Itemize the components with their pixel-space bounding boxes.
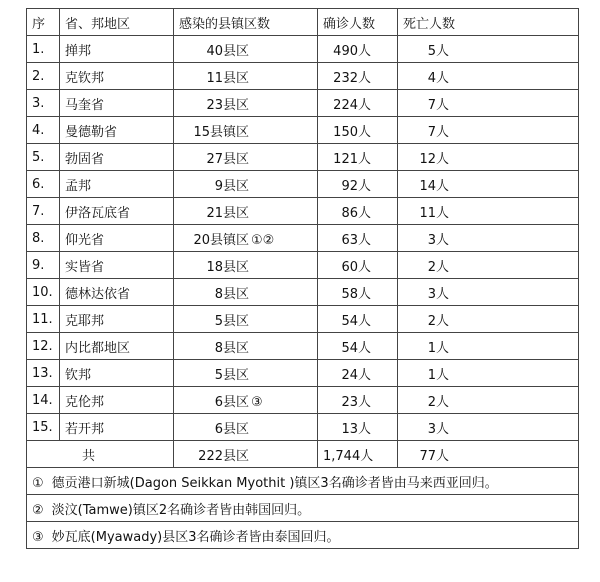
row-confirmed-cell <box>318 333 398 360</box>
note-row <box>27 522 579 549</box>
row-region: 实皆省 <box>60 252 174 279</box>
total-label: 共 <box>27 441 174 468</box>
row-counties: 9县区 <box>214 178 249 194</box>
row-region: 克耶邦 <box>60 306 174 333</box>
row-confirmed: 224人 <box>333 97 371 113</box>
header-row <box>27 9 579 36</box>
row-index: 1. <box>27 36 60 63</box>
row-confirmed: 150人 <box>333 124 371 140</box>
row-counties: 8县区 <box>214 340 249 356</box>
row-deaths: 2人 <box>427 313 449 329</box>
row-counties: 27县区 <box>206 151 249 167</box>
row-counties-cell <box>174 360 318 387</box>
row-index: 15. <box>27 414 60 441</box>
row-deaths: 7人 <box>427 97 449 113</box>
row-counties-cell <box>174 225 318 252</box>
row-deaths-cell <box>398 360 579 387</box>
total-row <box>27 441 579 468</box>
table-row <box>27 63 579 90</box>
row-region: 马奎省 <box>60 90 174 117</box>
row-deaths: 7人 <box>427 124 449 140</box>
row-deaths-cell <box>398 144 579 171</box>
note-2-text: 淡汶(Tamwe)镇区2名确诊者皆由韩国回归。 <box>51 502 311 518</box>
row-footnote-mark: ③ <box>251 394 263 410</box>
note-1-text: 德贡港口新城(Dagon Seikkan Myothit )镇区3名确诊者皆由马来西亚回归。 <box>51 475 498 491</box>
row-region: 钦邦 <box>60 360 174 387</box>
row-confirmed-cell <box>318 36 398 63</box>
table-row <box>27 333 579 360</box>
row-counties-cell <box>174 36 318 63</box>
row-confirmed-cell <box>318 63 398 90</box>
row-counties: 5县区 <box>214 367 249 383</box>
row-confirmed: 58人 <box>341 286 371 302</box>
row-region: 若开邦 <box>60 414 174 441</box>
row-counties-cell <box>174 90 318 117</box>
table-row <box>27 252 579 279</box>
row-region: 勃固省 <box>60 144 174 171</box>
table-row <box>27 90 579 117</box>
note-2-mark: ② <box>32 502 44 518</box>
covid-region-table <box>26 8 579 549</box>
row-index: 4. <box>27 117 60 144</box>
row-index: 6. <box>27 171 60 198</box>
row-index: 14. <box>27 387 60 414</box>
row-index: 13. <box>27 360 60 387</box>
row-counties-cell <box>174 171 318 198</box>
total-counties-cell <box>174 441 318 468</box>
row-counties: 21县区 <box>206 205 249 221</box>
row-deaths: 5人 <box>427 43 449 59</box>
row-index: 12. <box>27 333 60 360</box>
row-deaths-cell <box>398 306 579 333</box>
row-counties: 40县区 <box>206 43 249 59</box>
row-confirmed-cell <box>318 279 398 306</box>
row-region: 仰光省 <box>60 225 174 252</box>
row-counties-cell <box>174 333 318 360</box>
row-region: 孟邦 <box>60 171 174 198</box>
row-deaths: 3人 <box>427 286 449 302</box>
row-footnote-mark: ①② <box>251 232 275 248</box>
row-deaths-cell <box>398 63 579 90</box>
row-deaths: 2人 <box>427 259 449 275</box>
note-2 <box>27 495 579 522</box>
row-confirmed: 24人 <box>341 367 371 383</box>
row-region: 掸邦 <box>60 36 174 63</box>
row-confirmed: 54人 <box>341 313 371 329</box>
table-row <box>27 144 579 171</box>
row-confirmed-cell <box>318 90 398 117</box>
row-deaths-cell <box>398 225 579 252</box>
row-counties: 15县镇区 <box>193 124 249 140</box>
note-3-text: 妙瓦底(Myawady)县区3名确诊者皆由泰国回归。 <box>51 529 340 545</box>
note-row <box>27 495 579 522</box>
row-index: 8. <box>27 225 60 252</box>
row-index: 3. <box>27 90 60 117</box>
note-row <box>27 468 579 495</box>
total-deaths-cell <box>398 441 579 468</box>
row-deaths: 3人 <box>427 232 449 248</box>
row-region: 内比都地区 <box>60 333 174 360</box>
row-counties: 20县镇区 <box>193 232 249 248</box>
row-deaths-cell <box>398 414 579 441</box>
row-deaths-cell <box>398 333 579 360</box>
row-confirmed-cell <box>318 360 398 387</box>
row-counties: 6县区 <box>214 421 249 437</box>
note-1-mark: ① <box>32 475 44 491</box>
row-confirmed-cell <box>318 387 398 414</box>
row-confirmed-cell <box>318 252 398 279</box>
row-counties-cell <box>174 387 318 414</box>
row-counties: 6县区 <box>214 394 249 410</box>
row-index: 10. <box>27 279 60 306</box>
row-counties-cell <box>174 252 318 279</box>
row-deaths-cell <box>398 252 579 279</box>
row-region: 德林达依省 <box>60 279 174 306</box>
note-1 <box>27 468 579 495</box>
row-counties-cell <box>174 306 318 333</box>
row-deaths: 11人 <box>419 205 449 221</box>
row-index: 11. <box>27 306 60 333</box>
note-3 <box>27 522 579 549</box>
row-confirmed-cell <box>318 225 398 252</box>
table-row <box>27 36 579 63</box>
table-row <box>27 117 579 144</box>
table-row <box>27 387 579 414</box>
row-deaths: 12人 <box>419 151 449 167</box>
row-confirmed: 121人 <box>333 151 371 167</box>
row-deaths: 3人 <box>427 421 449 437</box>
row-region: 伊洛瓦底省 <box>60 198 174 225</box>
row-confirmed-cell <box>318 144 398 171</box>
row-deaths-cell <box>398 117 579 144</box>
row-deaths-cell <box>398 171 579 198</box>
note-3-mark: ③ <box>32 529 44 545</box>
row-index: 5. <box>27 144 60 171</box>
header-counties: 感染的县镇区数 <box>174 9 318 36</box>
row-confirmed: 54人 <box>341 340 371 356</box>
row-index: 7. <box>27 198 60 225</box>
table-row <box>27 225 579 252</box>
row-confirmed: 63人 <box>341 232 371 248</box>
table-body <box>27 36 579 441</box>
row-deaths-cell <box>398 90 579 117</box>
row-counties: 11县区 <box>206 70 249 86</box>
row-confirmed-cell <box>318 171 398 198</box>
row-confirmed-cell <box>318 198 398 225</box>
row-counties: 23县区 <box>206 97 249 113</box>
row-confirmed: 490人 <box>333 43 371 59</box>
table-row <box>27 414 579 441</box>
table-row <box>27 279 579 306</box>
row-counties: 18县区 <box>206 259 249 275</box>
total-confirmed: 1,744人 <box>323 448 374 464</box>
row-region: 克钦邦 <box>60 63 174 90</box>
total-confirmed-cell <box>318 441 398 468</box>
row-deaths-cell <box>398 279 579 306</box>
row-confirmed-cell <box>318 306 398 333</box>
header-deaths: 死亡人数 <box>398 9 579 36</box>
row-deaths-cell <box>398 198 579 225</box>
table-row <box>27 171 579 198</box>
total-counties: 222县区 <box>198 448 249 464</box>
row-counties-cell <box>174 414 318 441</box>
row-counties: 5县区 <box>214 313 249 329</box>
row-deaths: 1人 <box>427 340 449 356</box>
row-index: 2. <box>27 63 60 90</box>
row-region: 曼德勒省 <box>60 117 174 144</box>
row-confirmed: 13人 <box>341 421 371 437</box>
row-confirmed: 92人 <box>341 178 371 194</box>
row-confirmed: 60人 <box>341 259 371 275</box>
table-row <box>27 306 579 333</box>
row-deaths: 1人 <box>427 367 449 383</box>
row-confirmed-cell <box>318 117 398 144</box>
row-counties-cell <box>174 63 318 90</box>
row-confirmed: 232人 <box>333 70 371 86</box>
row-index: 9. <box>27 252 60 279</box>
row-counties: 8县区 <box>214 286 249 302</box>
header-index: 序 <box>27 9 60 36</box>
row-deaths: 2人 <box>427 394 449 410</box>
row-confirmed-cell <box>318 414 398 441</box>
row-counties-cell <box>174 117 318 144</box>
row-deaths-cell <box>398 36 579 63</box>
header-region: 省、邦地区 <box>60 9 174 36</box>
row-counties-cell <box>174 144 318 171</box>
row-deaths-cell <box>398 387 579 414</box>
row-counties-cell <box>174 198 318 225</box>
total-deaths: 77人 <box>419 448 449 464</box>
row-region: 克伦邦 <box>60 387 174 414</box>
row-counties-cell <box>174 279 318 306</box>
table-row <box>27 360 579 387</box>
row-confirmed: 23人 <box>341 394 371 410</box>
row-deaths: 4人 <box>427 70 449 86</box>
table-row <box>27 198 579 225</box>
header-confirmed: 确诊人数 <box>318 9 398 36</box>
row-deaths: 14人 <box>419 178 449 194</box>
row-confirmed: 86人 <box>341 205 371 221</box>
